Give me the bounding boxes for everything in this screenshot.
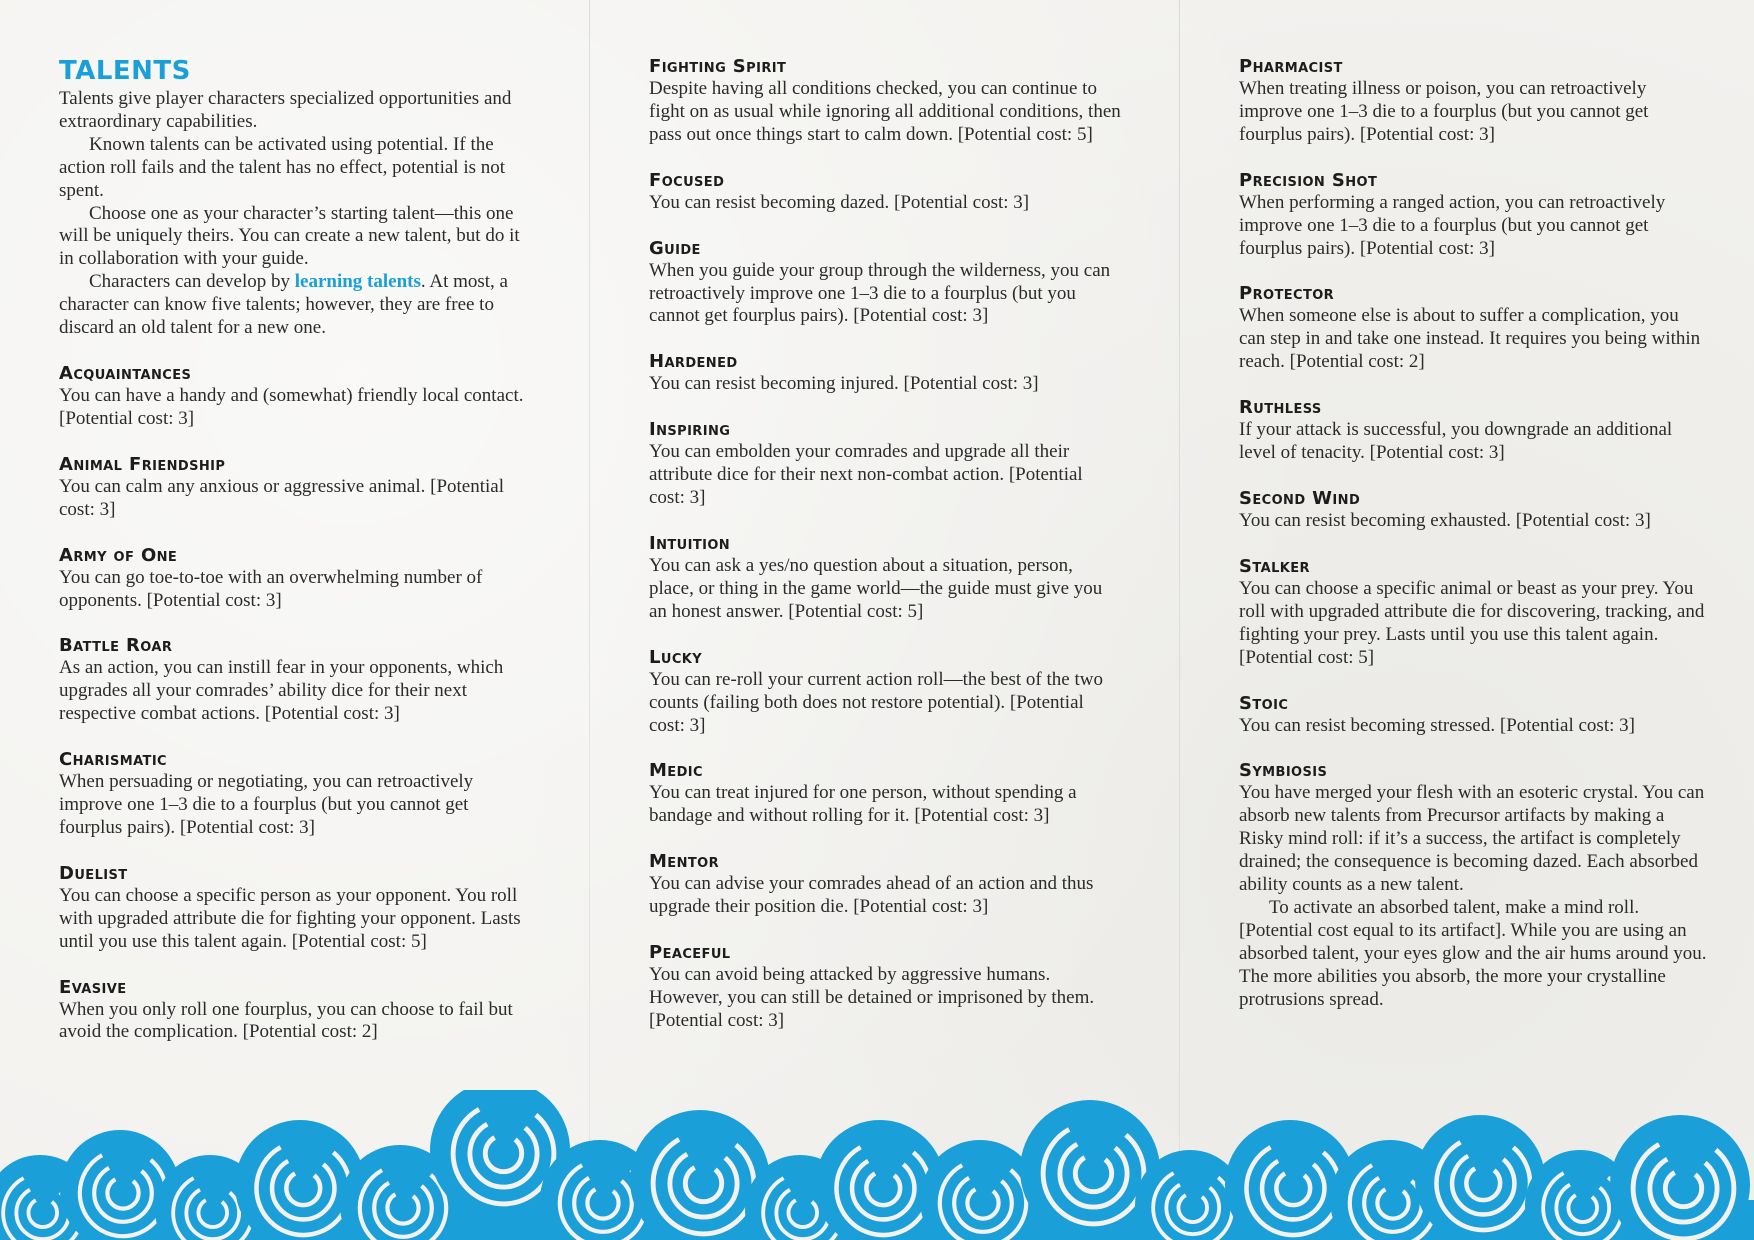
talent-name: Inspiring [649,419,731,441]
talent-description: You can resist becoming exhausted. [Potential cost: 3] [1239,509,1651,531]
talent-description: You can choose a specific person as your opponent. You roll with upgraded attribute die for fighting your opponent. Lasts until you use this talent again. [Potential cost: 5] [59,884,521,952]
talent-item [1239,760,1709,1011]
talent-name: Hardened [649,351,738,373]
talent-item [649,238,1121,329]
talent-name: Acquaintances [59,362,192,384]
talent-description: You can calm any anxious or aggressive animal. [Potential cost: 3] [59,475,504,520]
talent-item [59,977,531,1045]
talent-item [59,863,531,954]
talent-name: Mentor [649,851,720,873]
talent-name: Second Wind [1239,487,1361,509]
intro [59,88,531,340]
talent-item [1239,397,1709,465]
intro-text: . At most, a character can know five talents; however, they are free to discard an old talent for a new one. [59,271,508,339]
learning-talents-link[interactable]: learning talents [294,271,421,293]
talent-description: You can resist becoming dazed. [Potential cost: 3] [649,191,1030,213]
talent-item [1239,556,1709,670]
talent-item [649,419,1121,510]
talent-description: You can ask a yes/no question about a situation, person, place, or thing in the game world—the guide must give you an honest answer. [Potential cost: 5] [649,554,1103,622]
talent-item [59,749,531,840]
talent-item [649,56,1121,147]
talent-description: You can advise your comrades ahead of an action and thus upgrade their position die. [Potential cost: 3] [649,873,1094,918]
talent-item [1239,56,1709,147]
talent-name: Stoic [1239,692,1289,714]
talent-item [649,533,1121,624]
page-title: TALENTS [59,56,191,86]
talent-item [649,170,1121,215]
talent-name: Focused [649,169,725,191]
talent-description-continued: To activate an absorbed talent, make a mind roll. [Potential cost equal to its artifact]. While you are using an absorbed talent, your eyes glow and the air hums around you. The more abilities you absorb, the more your crystalline protrusions spread. [1239,896,1707,1010]
talent-name: Animal Friendship [59,453,226,475]
talent-name: Fighting Spirit [649,56,787,77]
talent-name: Battle Roar [59,635,173,657]
talent-name: Pharmacist [1239,56,1343,77]
talent-item [59,363,531,431]
talent-name: Precision Shot [1239,169,1378,191]
talent-item [1239,693,1709,738]
talent-name: Ruthless [1239,397,1322,419]
intro-paragraph-3: Choose one as your character’s starting talent—this one will be uniquely theirs. You can create a new talent, but do it in collaboration with your guide. [59,202,520,270]
talent-list [1239,56,1709,1011]
talent-description: You can treat injured for one person, without spending a bandage and without rolling for it. [Potential cost: 3] [649,782,1077,827]
intro-paragraph-2: Known talents can be activated using potential. If the action roll fails and the talent has no effect, potential is not spent. [59,133,506,201]
talent-description: When you guide your group through the wilderness, you can retroactively improve one 1–3 die to a fourplus (but you cannot get fourplus pairs). [Potential cost: 3] [649,259,1111,327]
talent-list [649,56,1121,1033]
talent-description: You can resist becoming stressed. [Potential cost: 3] [1239,714,1635,736]
intro-paragraph-4 [59,271,531,340]
talent-description: When you only roll one fourplus, you can choose to fail but avoid the complication. [Potential cost: 2] [59,998,513,1043]
talent-item [1239,283,1709,374]
talent-description: If your attack is successful, you downgrade an additional level of tenacity. [Potential cost: 3] [1239,419,1673,464]
talent-item [649,942,1121,1033]
talent-name: Guide [649,237,701,259]
talent-description: Despite having all conditions checked, you can continue to fight on as usual while ignoring all additional conditions, then pass out once things start to calm down. [Potential cost: 5] [649,78,1121,145]
talent-item [1239,488,1709,533]
talent-name: Army of One [59,544,178,566]
talent-description: You can resist becoming injured. [Potential cost: 3] [649,373,1039,395]
talent-item [1239,170,1709,261]
talent-description: You can go toe-to-toe with an overwhelming number of opponents. [Potential cost: 3] [59,566,483,611]
talent-item [649,851,1121,919]
talent-list [59,363,531,1044]
talent-name: Charismatic [59,749,167,771]
talent-name: Peaceful [649,942,731,964]
talent-description: You can re-roll your current action roll—the best of the two counts (failing both does not restore potential). [Potential cost: 3] [649,668,1103,736]
talent-description: As an action, you can instill fear in your opponents, which upgrades all your comrades’ ability dice for their next respective combat actions. [Potential cost: 3] [59,657,504,725]
talent-name: Lucky [649,646,703,668]
talent-item [649,647,1121,738]
talent-name: Stalker [1239,555,1310,577]
intro-paragraph-1: Talents give player characters specialized opportunities and extraordinary capabilities. [59,88,512,132]
talent-name: Medic [649,760,703,782]
talent-name: Symbiosis [1239,760,1328,782]
talent-item [59,545,531,613]
column-3 [1239,56,1709,1011]
fold-line-1 [589,0,590,1240]
talent-description: You can avoid being attacked by aggressive humans. However, you can still be detained or imprisoned by them. [Potential cost: 3] [649,964,1095,1031]
column-2 [649,56,1121,1033]
talent-description: You can have a handy and (somewhat) friendly local contact. [Potential cost: 3] [59,384,524,429]
talent-item [649,351,1121,396]
fold-line-2 [1179,0,1180,1240]
talent-name: Evasive [59,976,127,998]
talent-name: Duelist [59,862,128,884]
talent-name: Protector [1239,283,1335,305]
talent-description: You can choose a specific animal or beast as your prey. You roll with upgraded attribute die for discovering, tracking, and fighting your prey. Lasts until you use this talent again. [Potential cost: 5] [1239,577,1705,668]
talent-item [649,760,1121,828]
talent-description: When persuading or negotiating, you can retroactively improve one 1–3 die to a fourplus (but you cannot get fourplus pairs). [Potential cost: 3] [59,771,474,838]
column-1 [59,56,531,1044]
talent-description: When someone else is about to suffer a complication, you can step in and take one instead. It requires you being within reach. [Potential cost: 2] [1239,305,1701,373]
intro-text: Characters can develop by [89,271,295,293]
talent-description: You have merged your flesh with an esoteric crystal. You can absorb new talents from Precursor artifacts by making a Risky mind roll: if it’s a success, the artifact is completely drained; the consequence is becoming dazed. Each absorbed ability counts as a new talent. [1239,782,1705,896]
talent-item [59,635,531,726]
talent-description: When treating illness or poison, you can retroactively improve one 1–3 die to a fourplus (but you cannot get fourplus pairs). [Potential cost: 3] [1239,78,1649,145]
wave-border-illustration [0,1090,1754,1240]
talent-description: You can embolden your comrades and upgrade all their attribute dice for their next non-combat action. [Potential cost: 3] [649,441,1083,509]
talent-item [59,454,531,522]
talent-name: Intuition [649,532,731,554]
talent-description: When performing a ranged action, you can retroactively improve one 1–3 die to a fourplus (but you cannot get fourplus pairs). [Potential cost: 3] [1239,191,1666,259]
